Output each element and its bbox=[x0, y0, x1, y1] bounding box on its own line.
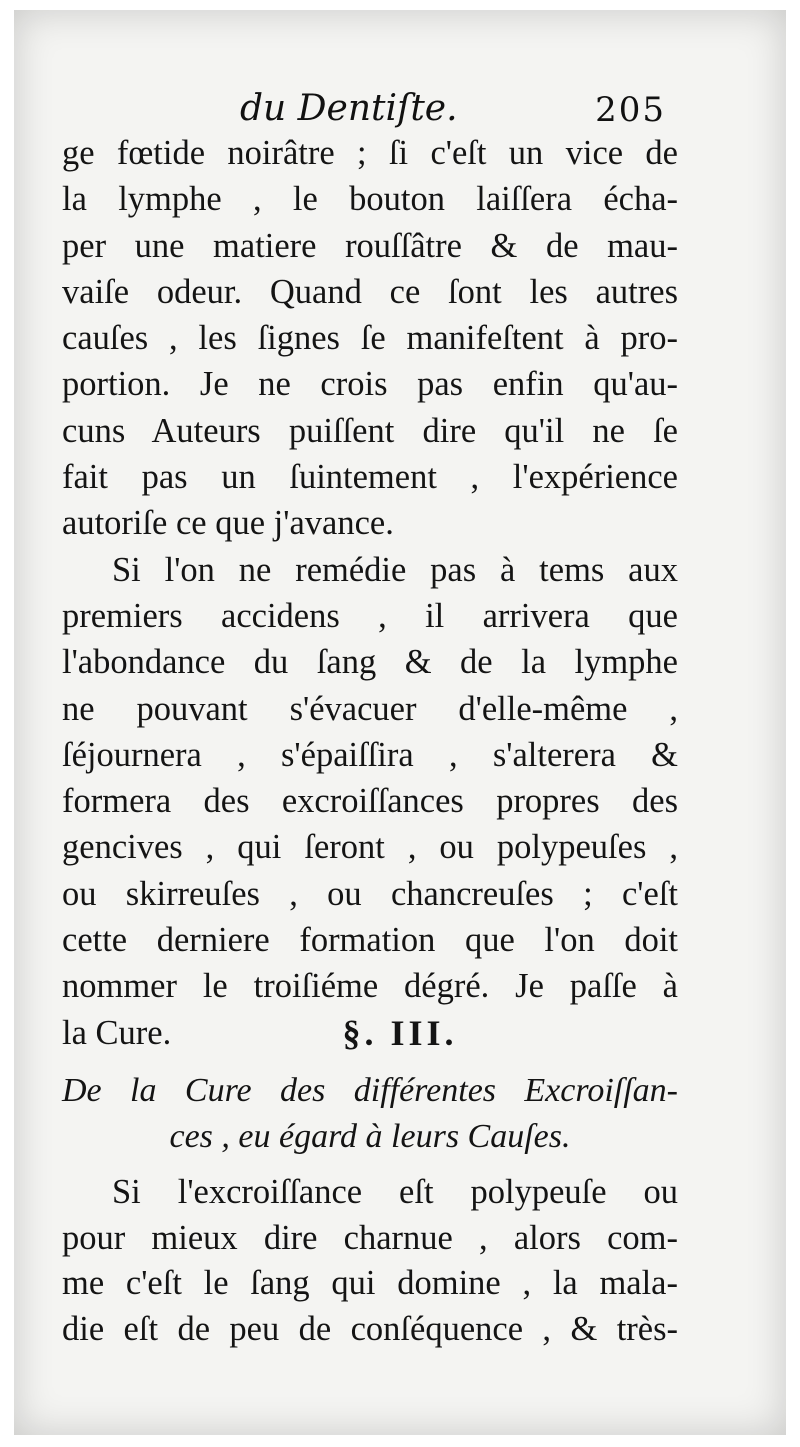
text-line: formera des excroiſſances propres des bbox=[62, 782, 678, 821]
text-line: la lymphe , le bouton laiſſera écha- bbox=[62, 180, 678, 219]
text-line: premiers accidens , il arrivera que bbox=[62, 596, 678, 635]
text-line: Si l'on ne remédie pas à tems aux bbox=[112, 550, 678, 589]
text-line: fait pas un ſuintement , l'expérience bbox=[62, 458, 678, 497]
text-line: vaiſe odeur. Quand ce ſont les autres bbox=[62, 272, 678, 311]
text-line: autoriſe ce que j'avance. bbox=[62, 504, 394, 543]
section-title-line: De la Cure des différentes Excroiſſan- bbox=[62, 1072, 678, 1109]
text-line: cette derniere formation que l'on doit bbox=[62, 921, 678, 960]
text-line: l'abondance du ſang & de la lymphe bbox=[62, 643, 678, 682]
text-line: nommer le troiſiéme dégré. Je paſſe à bbox=[62, 967, 678, 1006]
text-line: ſéjournera , s'épaiſſira , s'alterera & bbox=[62, 735, 678, 774]
text-line: per une matiere rouſſâtre & de mau- bbox=[62, 226, 678, 265]
text-line: ge fœtide noirâtre ; ſi c'eſt un vice de bbox=[62, 134, 678, 172]
text-line: pour mieux dire charnue , alors com- bbox=[62, 1218, 678, 1257]
text-line: Si l'excroiſſance eſt polypeuſe ou bbox=[112, 1173, 678, 1211]
body-text-continued bbox=[62, 1170, 678, 1352]
text-line: die eſt de peu de conſéquence , & très- bbox=[62, 1309, 678, 1348]
text-line: cuns Auteurs puiſſent dire qu'il ne ſe bbox=[62, 411, 678, 450]
section-number: §. III. bbox=[342, 1013, 458, 1053]
text-line: cauſes , les ſignes ſe manifeſtent à pro- bbox=[62, 319, 678, 358]
body-text bbox=[62, 130, 678, 1056]
page-number: 205 bbox=[595, 90, 666, 130]
section-title-line: ces , eu égard à leurs Cauſes. bbox=[169, 1118, 571, 1155]
text-line: ou skirreuſes , ou chancreuſes ; c'eſt bbox=[62, 874, 678, 913]
text-line: gencives , qui ſeront , ou polypeuſes , bbox=[62, 828, 678, 867]
text-line: portion. Je ne crois pas enfin qu'au- bbox=[62, 365, 678, 404]
text-line: ne pouvant s'évacuer d'elle-même , bbox=[62, 689, 678, 728]
book-page bbox=[14, 10, 786, 1435]
running-head: du Dentiſte. bbox=[240, 88, 458, 129]
text-line: la Cure. bbox=[62, 1013, 172, 1052]
section-title bbox=[62, 1068, 678, 1160]
text-line: me c'eſt le ſang qui domine , la mala- bbox=[62, 1264, 678, 1302]
